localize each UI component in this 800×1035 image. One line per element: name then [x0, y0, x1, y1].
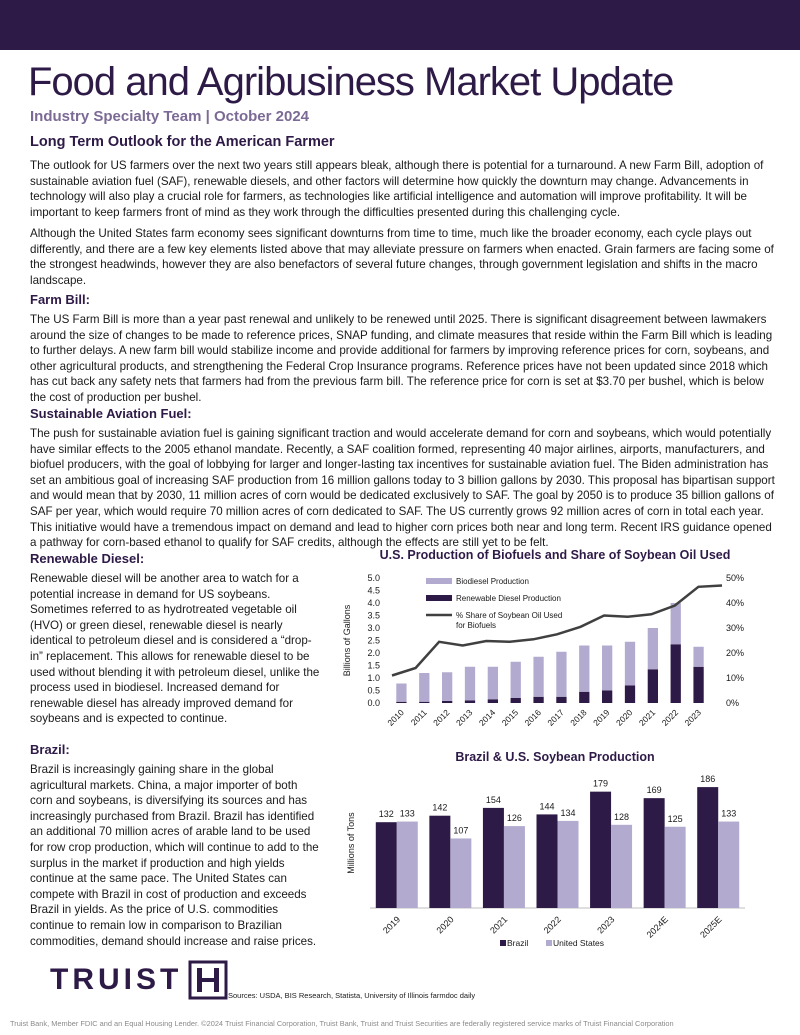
renewable-diesel-bar	[579, 692, 589, 703]
brazil-value-label: 186	[700, 774, 716, 785]
y2-tick-label: 50%	[726, 573, 745, 583]
brazil-value-label: 144	[539, 801, 555, 812]
intro-paragraph-1: The outlook for US farmers over the next two years still appears bleak, although there is potential for a turnaround. A new Farm Bill, adoption of sustainable aviation fuel (SAF), renewable diesels, and other factors will determine how quickly the downturn may change. Advancements in technology will also play a crucial role for farmers, as technologies like artificial intelligence and automation will improve profitability. It will be important to keep farmers front of mind as they work through the difficulties presented during this challenging cycle.	[30, 159, 764, 219]
brazil-value-label: 179	[593, 778, 609, 789]
brazil-value-label: 132	[378, 809, 394, 820]
us-value-label: 134	[560, 807, 576, 818]
intro-paragraph-2: Although the United States farm economy sees significant downturns from time to time, much like the broader economy, each cycle plays out differently, and there are a few key elements listed above that may alleviate pressure on farmers when enacted. Grain farmers are facing some of the strongest headwinds, however they are also benefactors of several future changes, through government legislation and shifts in the macro landscape.	[30, 227, 774, 287]
brazil-bar	[537, 814, 558, 908]
biodiesel-bar	[533, 657, 543, 697]
x-tick-label: 2023	[682, 707, 703, 728]
y2-tick-label: 20%	[726, 648, 745, 658]
page-title: Food and Agribusiness Market Update	[28, 60, 674, 104]
y2-tick-label: 10%	[726, 673, 745, 683]
renewable-diesel-bar	[442, 701, 452, 703]
truist-mark-icon	[188, 960, 228, 1000]
x-tick-label: 2020	[434, 914, 456, 936]
biodiesel-bar	[488, 667, 498, 700]
x-tick-label: 2015	[499, 707, 521, 728]
us-value-label: 126	[506, 813, 522, 824]
y2-tick-label: 0%	[726, 698, 740, 708]
page-subtitle: Industry Specialty Team | October 2024	[30, 108, 310, 125]
brazil-heading: Brazil:	[30, 742, 70, 757]
biodiesel-bar	[579, 646, 589, 692]
us-bar	[504, 826, 525, 908]
us-bar	[397, 822, 418, 908]
x-tick-label: 2021	[636, 707, 658, 728]
saf-heading: Sustainable Aviation Fuel:	[30, 406, 192, 421]
brazil-text: Brazil is increasingly gaining share in the global agricultural markets. China, a major importer of both corn and soybeans, is diversifying its sources and has increasingly purchased from Brazil. Brazil has identified an additional 70 million acres of arable land to be used for row crop production, which will continue to add to the surplus in the market if production and high yields continue at the same pace. The United States can compete with Brazil in cost of production and exceeds Brazil in yields. As the price of U.S. commodities continue to remain low in comparison to Brazilian commodities, demand should increase and raise prices.	[30, 763, 319, 948]
biofuels-chart	[340, 566, 780, 746]
farm-bill-text: The US Farm Bill is more than a year past renewal and unlikely to be renewed until 2025. There is significant disagreement between lawmakers around the size of changes to be made to reference prices, SNAP funding, and climate measures that reside within the Farm Bill which is leading to further delays. A new farm bill would stabilize income and provide additional for farmers by improving reference prices for corn, soybeans, and other agricultural products, and strengthening the Federal Crop Insurance programs. Reference prices have not been updated since 2018 which has cut back any safety nets that farmers had from the previous farm bill. The reference price for corn is set at $3.70 per bushel, which is below the cost of production per bushel.	[30, 313, 773, 404]
legend-label-share-line-1: % Share of Soybean Oil Used	[456, 611, 563, 620]
y-tick-label: 2.5	[367, 635, 380, 646]
renewable-diesel-bar	[465, 701, 475, 704]
renewable-diesel-bar	[625, 686, 635, 704]
y-tick-label: 4.0	[367, 598, 380, 608]
x-tick-label: 2019	[380, 914, 403, 936]
brazil-bar	[644, 798, 665, 908]
renewable-diesel-text: Renewable diesel will be another area to watch for a potential increase in demand for US soybeans. Sometimes referred to as hydrotreated vegetable oil (HVO) or green diesel, renewable diesel is nearly identical to petroleum diesel and is considered a “drop-in” replacement. This allows for renewable diesel to be used without blending it with petroleum diesel, unlike the process used in biodiesel. Increased demand for renewable diesel has already improved demand for soybeans and is expected to continue.	[30, 572, 320, 726]
intro-heading: Long Term Outlook for the American Farmer	[30, 134, 335, 150]
soybean-chart-title: Brazil & U.S. Soybean Production	[455, 750, 655, 764]
biodiesel-bar	[442, 672, 452, 701]
saf-text: The push for sustainable aviation fuel is gaining significant traction and would accelerate demand for corn and soybeans, which would potentially have similar effects to the 2005 ethanol mandate. Recently, a SAF coalition formed, representing 40 major airlines, airports, manufacturers, and biofuel producers, with the goal of lobbying for larger and longer-lasting tax incentives for sustainable aviation fuel. The Biden administration has set an ambitious goal of increasing SAF production from 16 million gallons today to 3 billion gallons by 2030. This proposal has bipartisan support and would mean that by 2030, 11 million acres of corn would be dedicated exclusively to SAF. The goal by 2050 is to produce 35 billion gallons of SAF per year, which would require 70 million acres of corn dedicated to SAF. The US currently grows 92 million acres of corn in total each year. This initiative would have a tremendous impact on demand and lead to higher corn prices both near and long term. Recent IRS guidance opened a pathway for corn-based ethanol to qualify for SAF credits, although the effects are still yet to be felt.	[30, 427, 775, 550]
us-value-label: 128	[614, 811, 630, 822]
x-tick-label: 2016	[522, 707, 543, 728]
biofuels-chart-title: U.S. Production of Biofuels and Share of Soybean Oil Used	[379, 548, 731, 562]
us-value-label: 133	[399, 808, 415, 819]
renewable-diesel-bar	[533, 697, 543, 703]
x-tick-label: 2025E	[698, 914, 724, 940]
legend-label-brazil: Brazil	[507, 938, 529, 948]
legend-swatch-brazil	[500, 940, 506, 946]
y2-tick-label: 30%	[726, 623, 745, 633]
legend-swatch-renewable-diesel	[426, 595, 452, 601]
us-value-label: 133	[721, 808, 737, 819]
renewable-diesel-bar	[648, 669, 658, 703]
biodiesel-bar	[511, 662, 521, 698]
renewable-diesel-bar	[419, 702, 429, 703]
x-tick-label: 2021	[488, 914, 510, 936]
renewable-diesel-bar	[671, 644, 681, 703]
legend-label-biodiesel: Biodiesel Production	[456, 577, 529, 586]
renewable-diesel-bar	[488, 699, 498, 703]
truist-logo	[50, 960, 228, 1000]
x-tick-label: 2012	[431, 707, 452, 728]
logo-wordmark: TRUIST	[50, 963, 183, 996]
x-tick-label: 2013	[453, 707, 475, 728]
renewable-diesel-bar	[511, 698, 521, 703]
farm-bill-heading: Farm Bill:	[30, 292, 90, 307]
y-tick-label: 1.5	[367, 660, 380, 671]
brazil-bar	[697, 787, 718, 908]
y-tick-label: 0.0	[367, 698, 380, 708]
us-bar	[450, 838, 471, 908]
x-tick-label: 2022	[541, 914, 563, 936]
y-tick-label: 3.0	[367, 623, 380, 633]
biodiesel-bar	[602, 646, 612, 691]
renewable-diesel-bar	[556, 697, 566, 703]
sources-note: Sources: USDA, BIS Research, Statista, University of Illinois farmdoc daily	[228, 991, 476, 1000]
us-bar	[558, 821, 579, 908]
biodiesel-bar	[396, 684, 406, 702]
renewable-diesel-heading: Renewable Diesel:	[30, 551, 145, 566]
biodiesel-bar	[693, 647, 703, 667]
biodiesel-bar	[556, 652, 566, 697]
legend-label-share-line-2: for Biofuels	[456, 621, 497, 630]
us-bar	[611, 825, 632, 908]
top-banner	[0, 0, 800, 50]
x-tick-label: 2024E	[644, 914, 671, 940]
brazil-bar	[483, 808, 504, 908]
us-bar	[665, 827, 686, 908]
x-tick-label: 2018	[568, 707, 589, 728]
legend-swatch-biodiesel	[426, 578, 452, 584]
x-tick-label: 2017	[545, 707, 566, 728]
brazil-bar	[590, 792, 611, 908]
legal-footer: Truist Bank, Member FDIC and an Equal Housing Lender. ©2024 Truist Financial Corporation, Truist Bank, Truist and Truist Securities are federally registered service marks of Truist Financial Corporation	[10, 1019, 674, 1028]
legend-label-us: United States	[553, 938, 605, 948]
us-bar	[718, 822, 739, 908]
us-value-label: 107	[453, 825, 469, 836]
y-tick-label: 0.5	[367, 685, 380, 696]
renewable-diesel-bar	[396, 702, 406, 703]
biodiesel-bar	[648, 628, 658, 669]
y-tick-label: 3.5	[367, 610, 380, 621]
biodiesel-bar	[671, 603, 681, 644]
brazil-value-label: 154	[485, 794, 501, 805]
biodiesel-bar	[419, 673, 429, 702]
brazil-bar	[429, 816, 450, 908]
brazil-value-label: 142	[432, 802, 448, 813]
x-tick-label: 2020	[613, 707, 635, 728]
y-tick-label: 5.0	[367, 573, 380, 583]
brazil-value-label: 169	[646, 785, 662, 796]
legend-swatch-us	[546, 940, 552, 946]
legend-label-renewable-diesel: Renewable Diesel Production	[456, 594, 561, 603]
biodiesel-bar	[625, 642, 635, 686]
renewable-diesel-bar	[602, 691, 612, 704]
y-axis-label: Billions of Gallons	[342, 604, 352, 677]
x-tick-label: 2011	[408, 707, 429, 728]
brazil-bar	[376, 822, 397, 908]
x-tick-label: 2014	[476, 707, 498, 728]
x-tick-label: 2010	[385, 707, 406, 728]
y-tick-label: 2.0	[367, 648, 380, 658]
x-tick-label: 2023	[595, 914, 617, 936]
soybean-chart	[340, 768, 780, 958]
y-axis-label: Millions of Tons	[346, 812, 356, 874]
renewable-diesel-bar	[693, 667, 703, 703]
y2-tick-label: 40%	[726, 598, 745, 608]
y-tick-label: 1.0	[367, 673, 380, 683]
y-tick-label: 4.5	[367, 585, 380, 596]
x-tick-label: 2022	[659, 707, 681, 728]
biodiesel-bar	[465, 667, 475, 701]
us-value-label: 125	[667, 813, 683, 824]
x-tick-label: 2019	[591, 707, 612, 728]
